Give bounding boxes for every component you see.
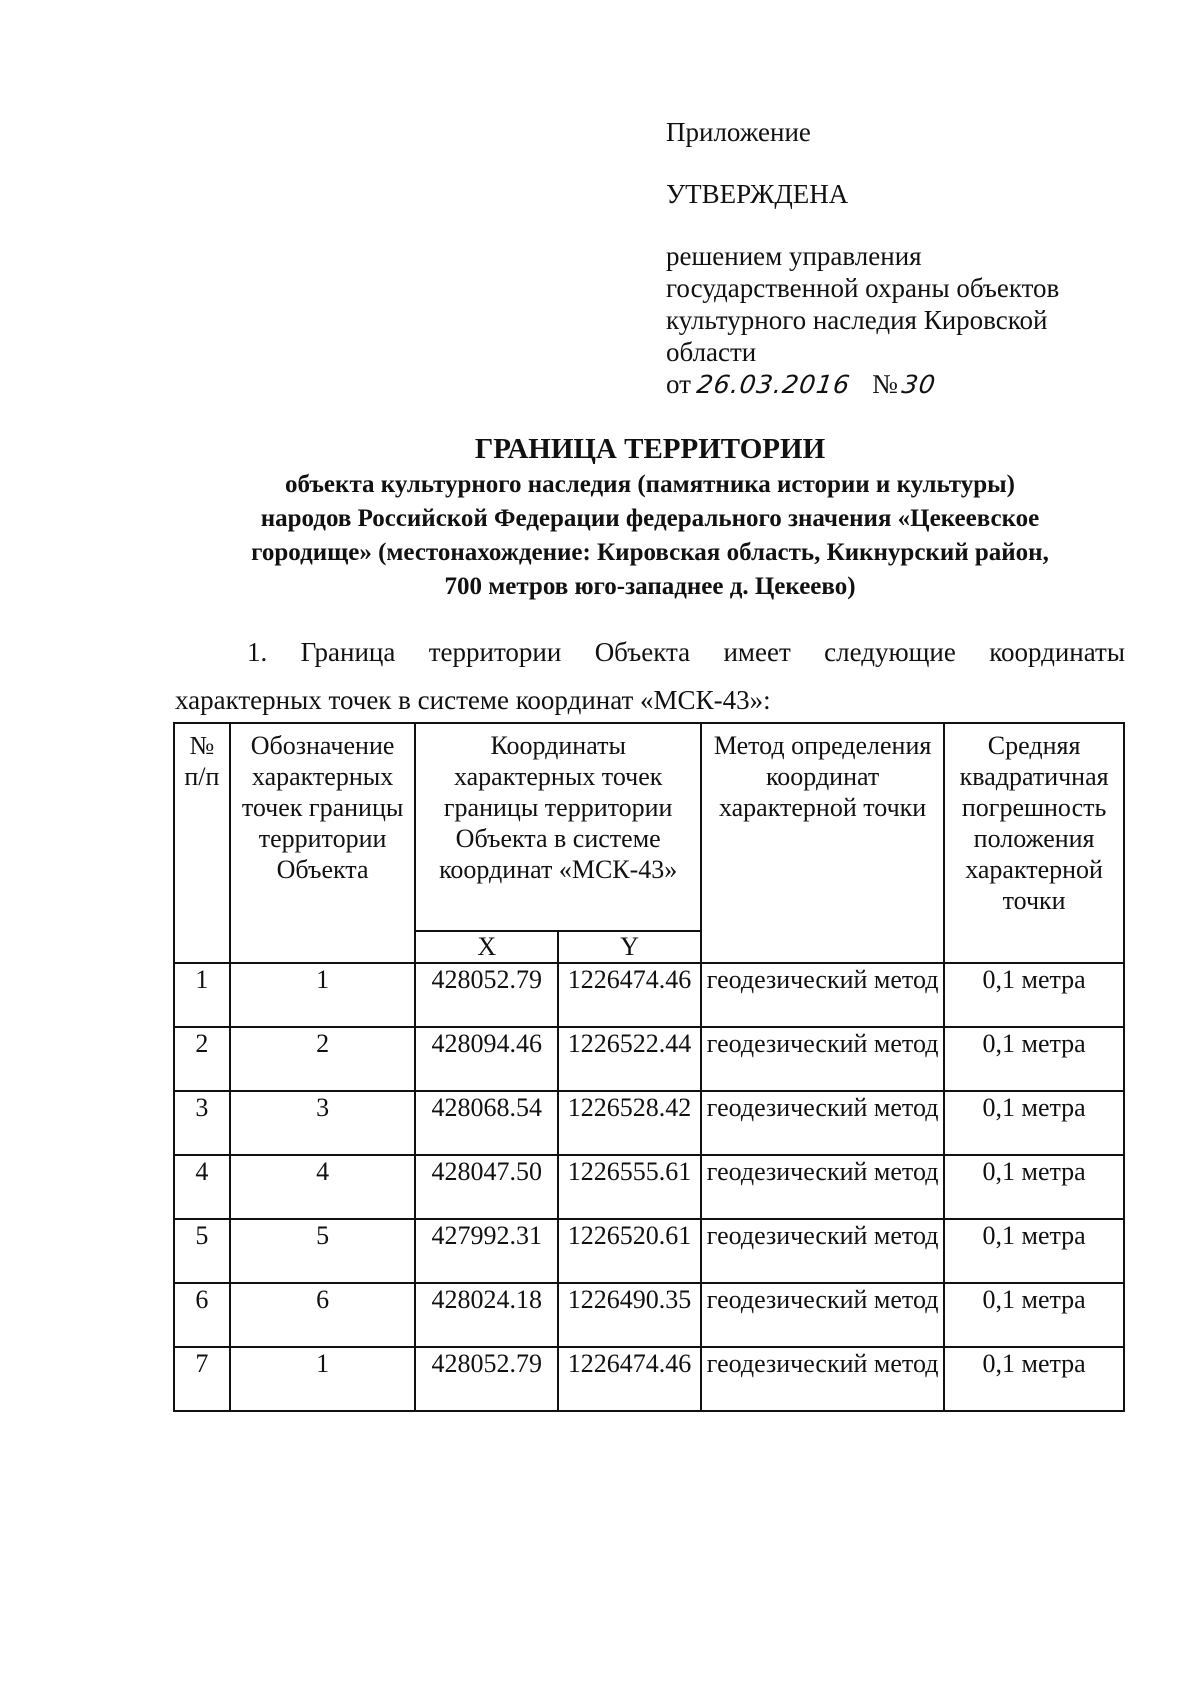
handwritten-date: 26.03.2016 xyxy=(694,370,853,399)
cell-method: геодезический метод xyxy=(701,1347,944,1411)
cell-x: 428052.79 xyxy=(415,1347,558,1411)
number-sign: № xyxy=(872,369,898,399)
table-row xyxy=(174,1283,1124,1347)
cell-error: 0,1 метра xyxy=(944,1155,1124,1219)
cell-y: 1226528.42 xyxy=(558,1091,701,1155)
cell-method: геодезический метод xyxy=(701,1283,944,1347)
cell-num: 3 xyxy=(174,1091,230,1155)
cell-x: 427992.31 xyxy=(415,1219,558,1283)
decision-line: области xyxy=(666,337,757,367)
appendix-label: Приложение xyxy=(666,117,811,147)
cell-method: геодезический метод xyxy=(701,1091,944,1155)
decision-line: решением управления xyxy=(666,241,922,271)
decision-date-line xyxy=(666,368,1136,401)
document-title xyxy=(150,430,1150,604)
cell-y: 1226490.35 xyxy=(558,1283,701,1347)
date-prefix: от xyxy=(666,369,691,399)
table-row xyxy=(174,1155,1124,1219)
paragraph-word: Граница xyxy=(300,637,396,667)
header-num: № п/п xyxy=(174,723,230,963)
decision-line: государственной охраны объектов xyxy=(666,273,1060,303)
subtitle-line: народов Российской Федерации федерального значения «Цекеевское xyxy=(260,505,1040,532)
header-coordinates: Координаты характерных точек границы территории Объекта в системе координат «МСК-43» xyxy=(415,723,701,931)
subtitle-line: 700 метров юго-западнее д. Цекеево) xyxy=(444,573,856,600)
paragraph-word: территории xyxy=(428,637,562,667)
cell-point: 4 xyxy=(230,1155,416,1219)
paragraph-word: 1. xyxy=(247,637,268,667)
cell-point: 2 xyxy=(230,1027,416,1091)
main-title: ГРАНИЦА ТЕРРИТОРИИ xyxy=(474,433,826,465)
header-method: Метод определения координат характерной точки xyxy=(701,723,944,963)
subtitle-line: объекта культурного наследия (памятника истории и культуры) xyxy=(284,471,1015,498)
cell-method: геодезический метод xyxy=(701,1155,944,1219)
paragraph-word: координаты xyxy=(989,637,1125,667)
header-y: Y xyxy=(558,931,701,963)
cell-error: 0,1 метра xyxy=(944,1347,1124,1411)
cell-method: геодезический метод xyxy=(701,1219,944,1283)
paragraph-second-line: характерных точек в системе координат «МСК-43»: xyxy=(175,685,771,715)
cell-point: 1 xyxy=(230,1347,416,1411)
header-x: X xyxy=(415,931,558,963)
cell-num: 1 xyxy=(174,963,230,1027)
cell-error: 0,1 метра xyxy=(944,1091,1124,1155)
cell-x: 428068.54 xyxy=(415,1091,558,1155)
cell-error: 0,1 метра xyxy=(944,1027,1124,1091)
cell-y: 1226522.44 xyxy=(558,1027,701,1091)
cell-num: 6 xyxy=(174,1283,230,1347)
cell-error: 0,1 метра xyxy=(944,1219,1124,1283)
cell-num: 2 xyxy=(174,1027,230,1091)
cell-point: 3 xyxy=(230,1091,416,1155)
intro-paragraph xyxy=(175,628,1125,724)
table-row xyxy=(174,1219,1124,1283)
cell-point: 6 xyxy=(230,1283,416,1347)
coordinates-table xyxy=(173,722,1125,1412)
cell-y: 1226474.46 xyxy=(558,1347,701,1411)
cell-method: геодезический метод xyxy=(701,963,944,1027)
decision-line: культурного наследия Кировской xyxy=(666,305,1048,335)
subtitle-line: городище» (местонахождение: Кировская область, Кикнурский район, xyxy=(251,539,1049,566)
cell-error: 0,1 метра xyxy=(944,1283,1124,1347)
approval-block xyxy=(666,116,1136,401)
table-row xyxy=(174,1027,1124,1091)
cell-point: 1 xyxy=(230,963,416,1027)
paragraph-word: имеет xyxy=(723,637,791,667)
paragraph-word: следующие xyxy=(824,637,956,667)
cell-x: 428052.79 xyxy=(415,963,558,1027)
cell-y: 1226474.46 xyxy=(558,963,701,1027)
cell-num: 7 xyxy=(174,1347,230,1411)
header-error: Средняя квадратичная погрешность положения характерной точки xyxy=(944,723,1124,963)
cell-x: 428094.46 xyxy=(415,1027,558,1091)
cell-method: геодезический метод xyxy=(701,1027,944,1091)
cell-x: 428024.18 xyxy=(415,1283,558,1347)
cell-num: 5 xyxy=(174,1219,230,1283)
cell-error: 0,1 метра xyxy=(944,963,1124,1027)
cell-x: 428047.50 xyxy=(415,1155,558,1219)
paragraph-word: Объекта xyxy=(594,637,691,667)
table-row xyxy=(174,963,1124,1027)
cell-num: 4 xyxy=(174,1155,230,1219)
table-row xyxy=(174,1347,1124,1411)
header-designation: Обозначение характерных точек границы территории Объекта xyxy=(230,723,416,963)
table-row xyxy=(174,1091,1124,1155)
cell-y: 1226520.61 xyxy=(558,1219,701,1283)
handwritten-number: 30 xyxy=(899,370,938,399)
paragraph-first-line xyxy=(175,628,1125,676)
cell-point: 5 xyxy=(230,1219,416,1283)
cell-y: 1226555.61 xyxy=(558,1155,701,1219)
approved-label: УТВЕРЖДЕНА xyxy=(666,179,849,209)
